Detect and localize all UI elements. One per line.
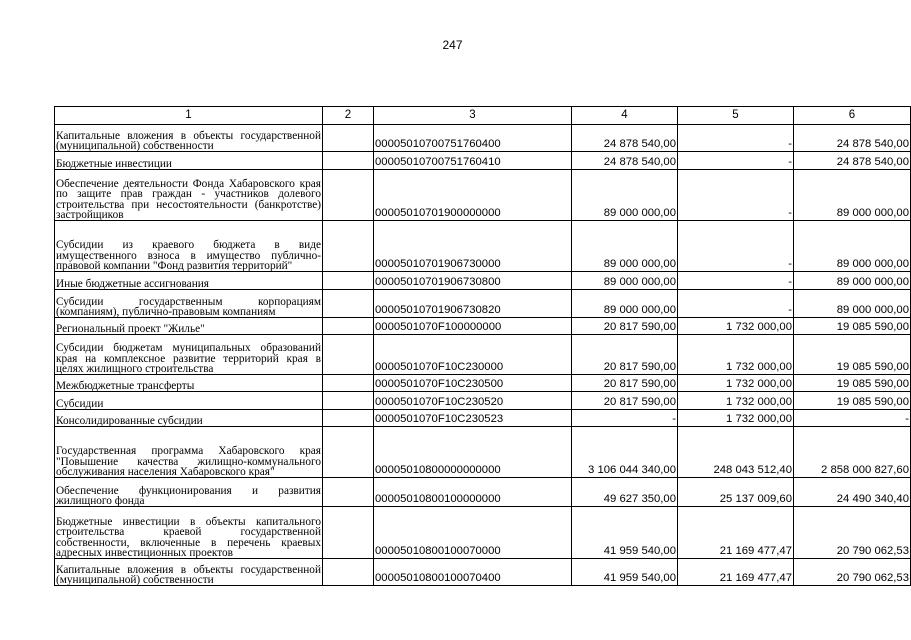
row-name: Иные бюджетные ассигнования (55, 272, 323, 290)
column-header-4: 4 (572, 107, 678, 125)
table-row (55, 410, 911, 427)
row-value-5: - (678, 290, 794, 318)
row-col2 (323, 290, 374, 318)
column-header-1: 1 (55, 107, 323, 125)
row-code: 00005010701906730800 (374, 272, 572, 290)
page-number: 247 (442, 38, 463, 52)
row-col2 (323, 375, 374, 392)
row-value-6: 24 878 540,00 (794, 125, 911, 152)
row-code: 0000501070F10C230523 (374, 410, 572, 427)
row-col2 (323, 221, 374, 272)
row-value-4: 24 878 540,00 (572, 152, 678, 170)
row-col2 (323, 392, 374, 410)
row-col2 (323, 335, 374, 375)
row-value-5: - (678, 272, 794, 290)
table-row (55, 221, 911, 272)
row-value-5: - (678, 170, 794, 221)
table-header-row (55, 107, 911, 125)
row-value-5: 1 732 000,00 (678, 392, 794, 410)
row-code: 0000501070F100000000 (374, 318, 572, 335)
row-name: Капитальные вложения в объекты государственной (муниципальной) собственности (55, 125, 323, 152)
row-value-6: 89 000 000,00 (794, 221, 911, 272)
row-value-6: 19 085 590,00 (794, 335, 911, 375)
row-value-4: 89 000 000,00 (572, 221, 678, 272)
column-header-2: 2 (323, 107, 374, 125)
table-row (55, 318, 911, 335)
column-header-6: 6 (794, 107, 911, 125)
row-name: Межбюджетные трансферты (55, 375, 323, 392)
row-name: Бюджетные инвестиции (55, 152, 323, 170)
row-name: Обеспечение функционирования и развития жилищного фонда (55, 478, 323, 507)
row-code: 00005010700751760410 (374, 152, 572, 170)
row-value-5: 1 732 000,00 (678, 410, 794, 427)
row-value-4: 89 000 000,00 (572, 272, 678, 290)
row-value-4: 20 817 590,00 (572, 318, 678, 335)
row-code: 0000501070F10C230520 (374, 392, 572, 410)
table-row (55, 170, 911, 221)
table-row (55, 507, 911, 559)
row-code: 00005010800000000000 (374, 427, 572, 478)
row-value-6: 89 000 000,00 (794, 170, 911, 221)
row-value-5: - (678, 152, 794, 170)
row-name: Государственная программа Хабаровского края "Повышение качества жилищно-коммунального обслуживания населения Хабаровского края" (55, 427, 323, 478)
row-value-4: 20 817 590,00 (572, 335, 678, 375)
row-name: Обеспечение деятельности Фонда Хабаровского края по защите прав граждан - участников долевого строительства при несостоятельности (банкротстве) застройщиков (55, 170, 323, 221)
table-row (55, 290, 911, 318)
row-code: 00005010700751760400 (374, 125, 572, 152)
row-code: 00005010701900000000 (374, 170, 572, 221)
row-value-5: 21 169 477,47 (678, 559, 794, 586)
table-row (55, 392, 911, 410)
row-col2 (323, 170, 374, 221)
row-value-4: 24 878 540,00 (572, 125, 678, 152)
row-value-4: 20 817 590,00 (572, 392, 678, 410)
row-code: 0000501070F10C230000 (374, 335, 572, 375)
row-name: Бюджетные инвестиции в объекты капитального строительства краевой государственной собственности, включенные в перечень краевых адресных инвестиционных проектов (55, 507, 323, 559)
row-value-4: 49 627 350,00 (572, 478, 678, 507)
table-row (55, 125, 911, 152)
row-value-6: 24 490 340,40 (794, 478, 911, 507)
row-value-6: 19 085 590,00 (794, 375, 911, 392)
row-value-4: 3 106 044 340,00 (572, 427, 678, 478)
row-value-6: 20 790 062,53 (794, 559, 911, 586)
row-code: 0000501070F10C230500 (374, 375, 572, 392)
row-code: 00005010701906730820 (374, 290, 572, 318)
row-value-4: 41 959 540,00 (572, 507, 678, 559)
row-value-6: 89 000 000,00 (794, 290, 911, 318)
row-col2 (323, 427, 374, 478)
row-code: 00005010701906730000 (374, 221, 572, 272)
row-value-4: - (572, 410, 678, 427)
table-row (55, 335, 911, 375)
table-row (55, 427, 911, 478)
row-col2 (323, 125, 374, 152)
row-name: Субсидии бюджетам муниципальных образований края на комплексное развитие территорий края в целях жилищного строительства (55, 335, 323, 375)
row-value-5: - (678, 221, 794, 272)
row-name: Субсидии из краевого бюджета в виде имущественного взноса в имущество публично-правовой компании "Фонд развития территорий" (55, 221, 323, 272)
row-code: 00005010800100070400 (374, 559, 572, 586)
row-value-5: 1 732 000,00 (678, 318, 794, 335)
row-name: Региональный проект "Жилье" (55, 318, 323, 335)
row-value-6: - (794, 410, 911, 427)
row-value-5: 21 169 477,47 (678, 507, 794, 559)
row-col2 (323, 272, 374, 290)
row-value-4: 89 000 000,00 (572, 170, 678, 221)
row-value-4: 41 959 540,00 (572, 559, 678, 586)
row-code: 00005010800100070000 (374, 507, 572, 559)
row-value-5: - (678, 125, 794, 152)
row-value-6: 19 085 590,00 (794, 392, 911, 410)
table-row (55, 478, 911, 507)
row-name: Консолидированные субсидии (55, 410, 323, 427)
table-row (55, 152, 911, 170)
column-header-5: 5 (678, 107, 794, 125)
row-value-6: 24 878 540,00 (794, 152, 911, 170)
row-name: Капитальные вложения в объекты государственной (муниципальной) собственности (55, 559, 323, 586)
row-value-6: 19 085 590,00 (794, 318, 911, 335)
row-value-6: 2 858 000 827,60 (794, 427, 911, 478)
row-col2 (323, 410, 374, 427)
row-col2 (323, 478, 374, 507)
row-value-5: 25 137 009,60 (678, 478, 794, 507)
row-value-4: 89 000 000,00 (572, 290, 678, 318)
table-row (55, 272, 911, 290)
row-value-5: 1 732 000,00 (678, 375, 794, 392)
row-col2 (323, 152, 374, 170)
row-name: Субсидии (55, 392, 323, 410)
row-value-4: 20 817 590,00 (572, 375, 678, 392)
table-row (55, 559, 911, 586)
row-col2 (323, 318, 374, 335)
row-value-6: 89 000 000,00 (794, 272, 911, 290)
row-col2 (323, 559, 374, 586)
row-code: 00005010800100000000 (374, 478, 572, 507)
row-value-5: 248 043 512,40 (678, 427, 794, 478)
row-value-6: 20 790 062,53 (794, 507, 911, 559)
table-row (55, 375, 911, 392)
row-value-5: 1 732 000,00 (678, 335, 794, 375)
budget-table (54, 106, 911, 586)
row-col2 (323, 507, 374, 559)
column-header-3: 3 (374, 107, 572, 125)
row-name: Субсидии государственным корпорациям (компаниям), публично-правовым компаниям (55, 290, 323, 318)
